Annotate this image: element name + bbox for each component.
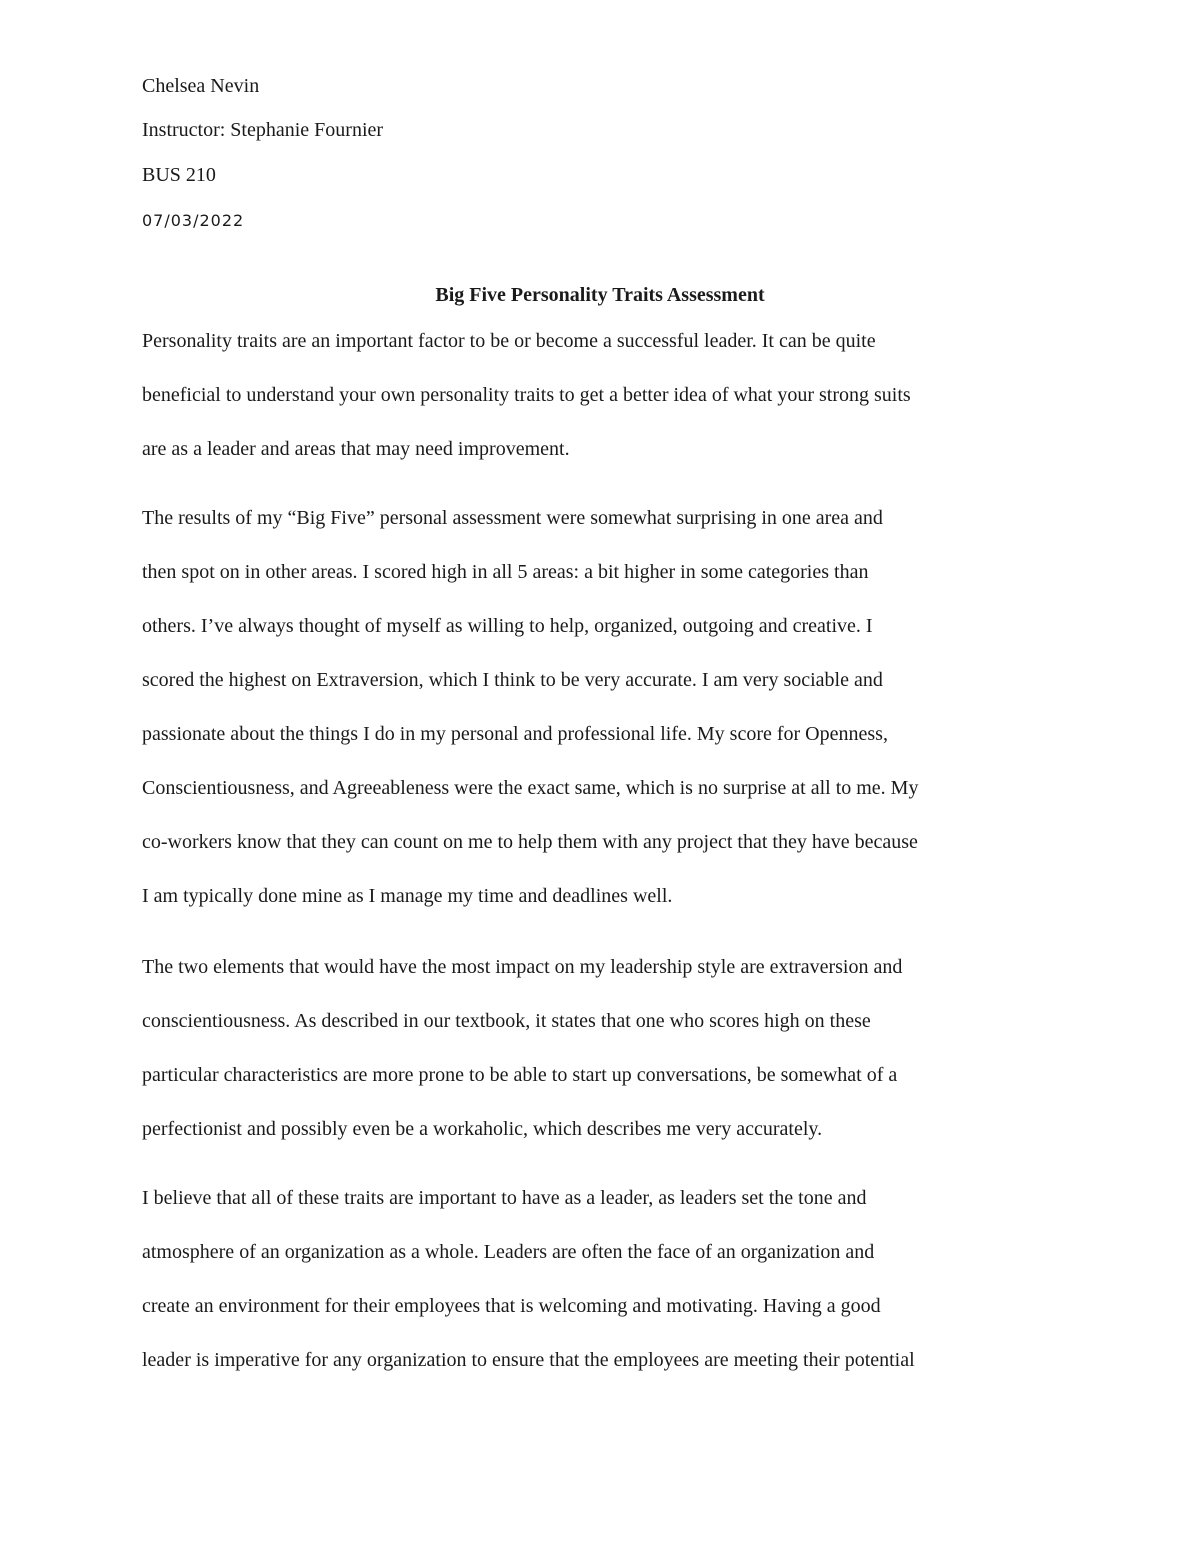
paragraph-line: conscientiousness. As described in our textbook, it states that one who scores high on these	[142, 1010, 871, 1032]
paragraph-line: scored the highest on Extraversion, which I think to be very accurate. I am very sociable and	[142, 669, 883, 691]
paragraph-intro	[142, 328, 1062, 490]
author-name: Chelsea Nevin	[142, 75, 260, 97]
document-title: Big Five Personality Traits Assessment	[435, 284, 765, 306]
paragraph-leadership-elements	[142, 954, 1062, 1170]
paragraph-line: particular characteristics are more prone to be able to start up conversations, be somewhat of a	[142, 1064, 898, 1086]
paragraph-line: I am typically done mine as I manage my time and deadlines well.	[142, 885, 673, 907]
paragraph-line: are as a leader and areas that may need improvement.	[142, 438, 570, 460]
instructor-line: Instructor: Stephanie Fournier	[142, 119, 384, 141]
paragraph-line: I believe that all of these traits are important to have as a leader, as leaders set the tone and	[142, 1187, 867, 1209]
paragraph-line: Personality traits are an important factor to be or become a successful leader. It can be quite	[142, 330, 876, 352]
paragraph-line: passionate about the things I do in my personal and professional life. My score for Openness,	[142, 723, 888, 745]
paragraph-line: others. I’ve always thought of myself as willing to help, organized, outgoing and creative. I	[142, 615, 873, 637]
paragraph-line: The results of my “Big Five” personal assessment were somewhat surprising in one area and	[142, 507, 883, 529]
paragraph-results	[142, 505, 1062, 937]
paragraph-line: create an environment for their employees that is welcoming and motivating. Having a good	[142, 1295, 881, 1317]
paragraph-line: atmosphere of an organization as a whole. Leaders are often the face of an organization and	[142, 1241, 875, 1263]
paragraph-line: leader is imperative for any organization to ensure that the employees are meeting their potential	[142, 1349, 915, 1371]
paragraph-line: co-workers know that they can count on me to help them with any project that they have because	[142, 831, 918, 853]
paragraph-conclusion	[142, 1185, 1062, 1401]
paragraph-line: Conscientiousness, and Agreeableness were the exact same, which is no surprise at all to me. My	[142, 777, 919, 799]
paragraph-line: beneficial to understand your own personality traits to get a better idea of what your strong suits	[142, 384, 911, 406]
paragraph-line: perfectionist and possibly even be a workaholic, which describes me very accurately.	[142, 1118, 823, 1140]
paragraph-line: The two elements that would have the most impact on my leadership style are extraversion and	[142, 956, 903, 978]
course-code: BUS 210	[142, 164, 216, 186]
date-line: 07/03/2022	[142, 211, 245, 230]
paragraph-line: then spot on in other areas. I scored high in all 5 areas: a bit higher in some categories than	[142, 561, 869, 583]
